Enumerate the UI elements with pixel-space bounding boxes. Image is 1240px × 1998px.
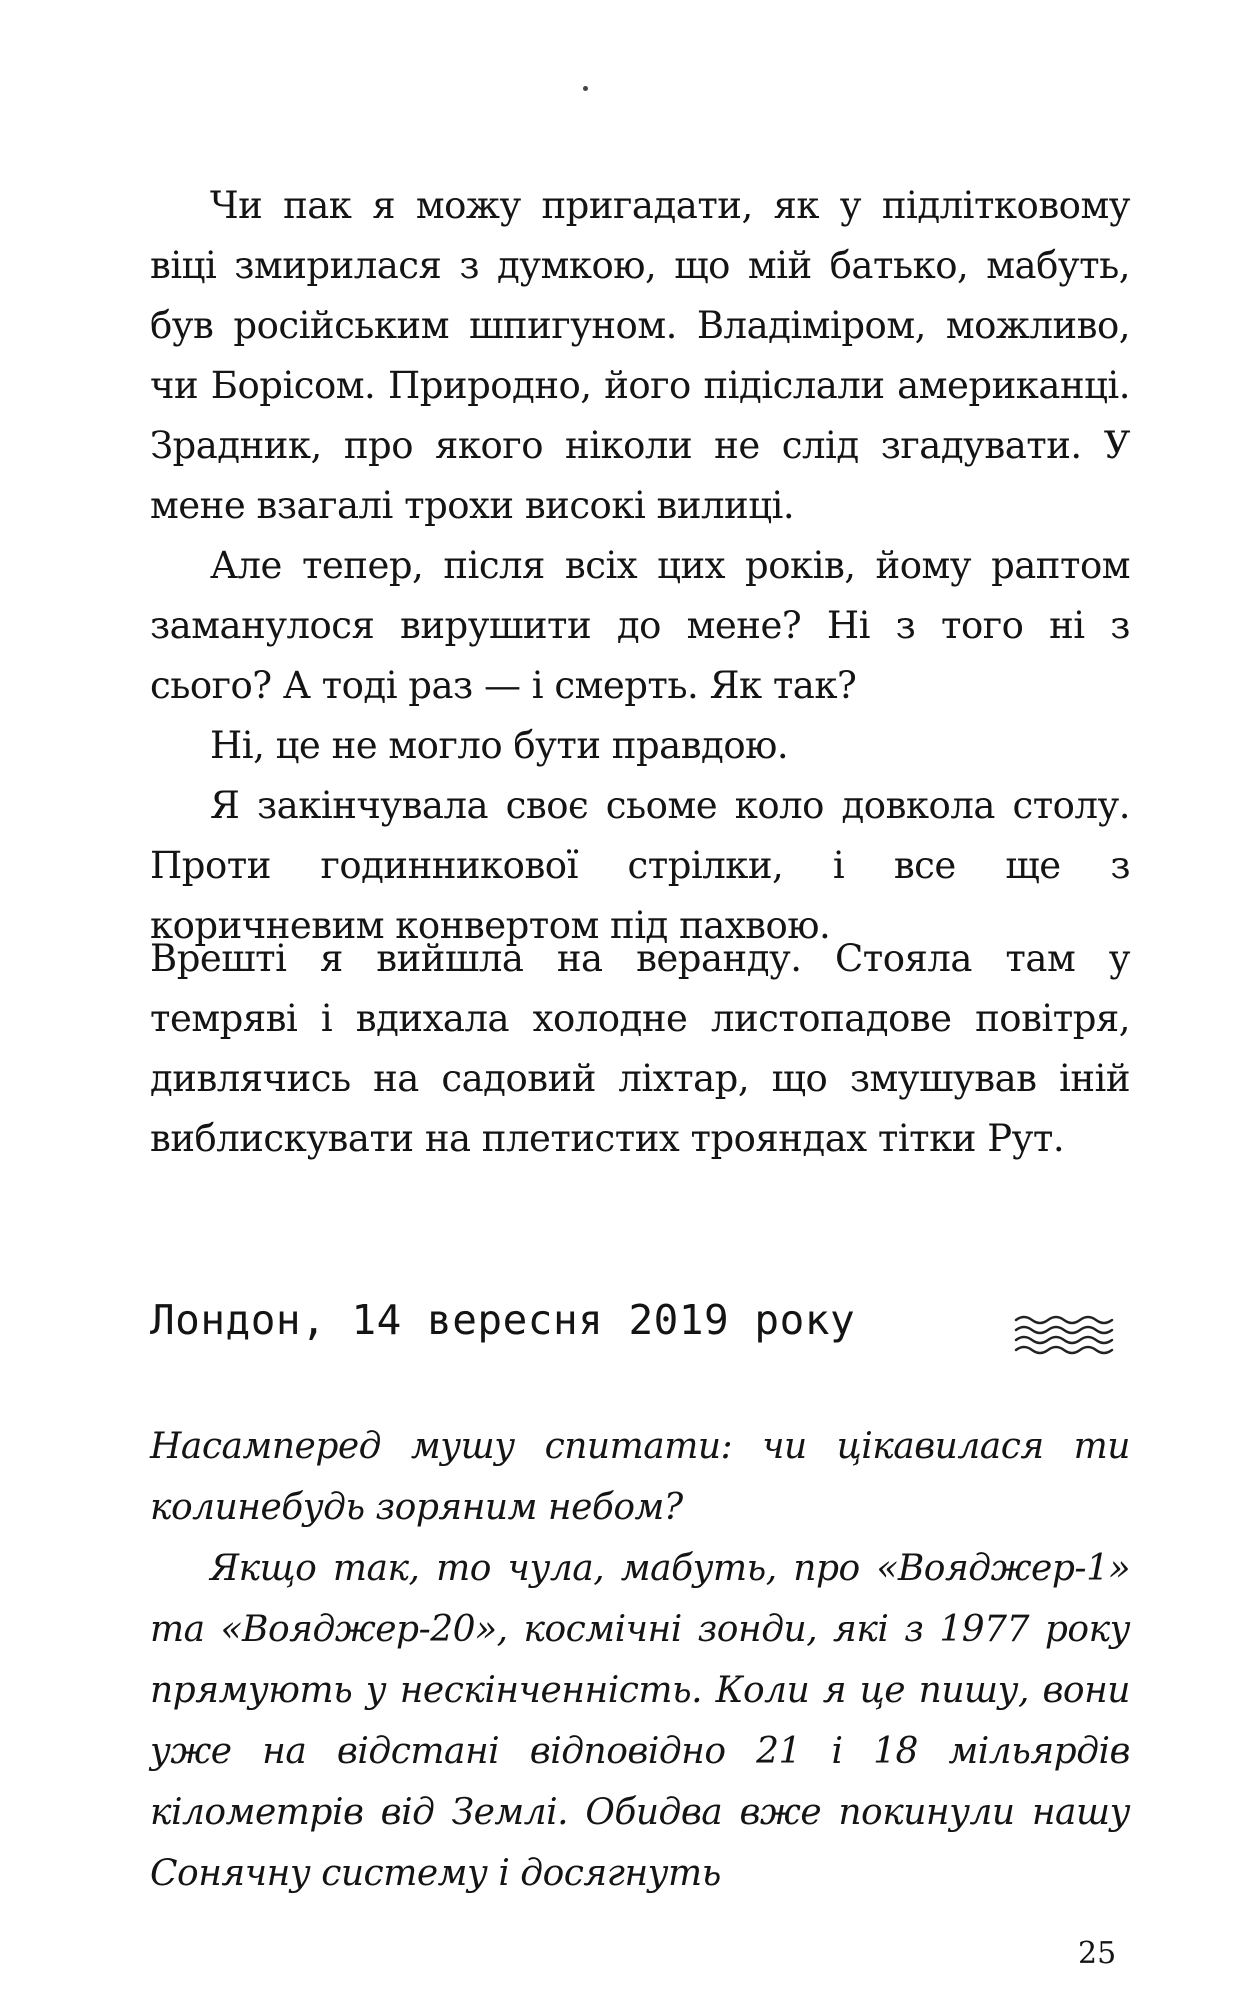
section-two-text xyxy=(150,929,1130,1169)
waves-icon xyxy=(1014,1314,1114,1360)
paragraph-starry-sky: Насамперед мушу спитати: чи цікавилася ти колинебудь зоряним небом? xyxy=(150,1426,1130,1528)
letter-body xyxy=(150,1416,1130,1904)
paragraph-seventh-lap: Я закінчувала своє сьоме коло довкола столу. Проти годинникової стрілки, і все ще з коричневим конвертом під пахвою. xyxy=(150,784,1130,947)
page-number: 25 xyxy=(1078,1936,1117,1971)
letter-heading: Лондон, 14 вересня 2019 року xyxy=(150,1296,856,1344)
paragraph-not-true: Ні, це не могло бути правдою. xyxy=(210,724,789,767)
section-one-text xyxy=(150,176,1130,956)
paragraph-spy-father: Чи пак я можу пригадати, як у підлітковому віці змирилася з думкою, що мій батько, мабуть, був російським шпигуном. Владіміром, можливо, чи Борісом. Природно, його підіслали американці. Зрадник, про якого ніколи не слід згадувати. У мене взагалі трохи високі вилиці. xyxy=(150,184,1130,527)
top-dot-mark xyxy=(583,86,588,91)
paragraph-after-years: Але тепер, після всіх цих років, йому раптом заманулося вирушити до мене? Ні з того ні з сього? А тоді раз — і смерть. Як так? xyxy=(150,544,1130,707)
paragraph-voyager: Якщо так, то чула, мабуть, про «Вояджер-1» та «Вояджер-20», космічні зонди, які з 1977 року прямують у нескінченність. Коли я це пишу, вони уже на відстані відповідно 21 і 18 мільярдів кілометрів від Землі. Обидва вже покинули нашу Сонячну систему і досягнуть xyxy=(150,1548,1130,1894)
paragraph-veranda: Врешті я вийшла на веранду. Стояла там у темряві і вдихала холодне листопадове повітря, дивлячись на садовий ліхтар, що змушував іній виблискувати на плетистих трояндах тітки Рут. xyxy=(150,937,1130,1160)
